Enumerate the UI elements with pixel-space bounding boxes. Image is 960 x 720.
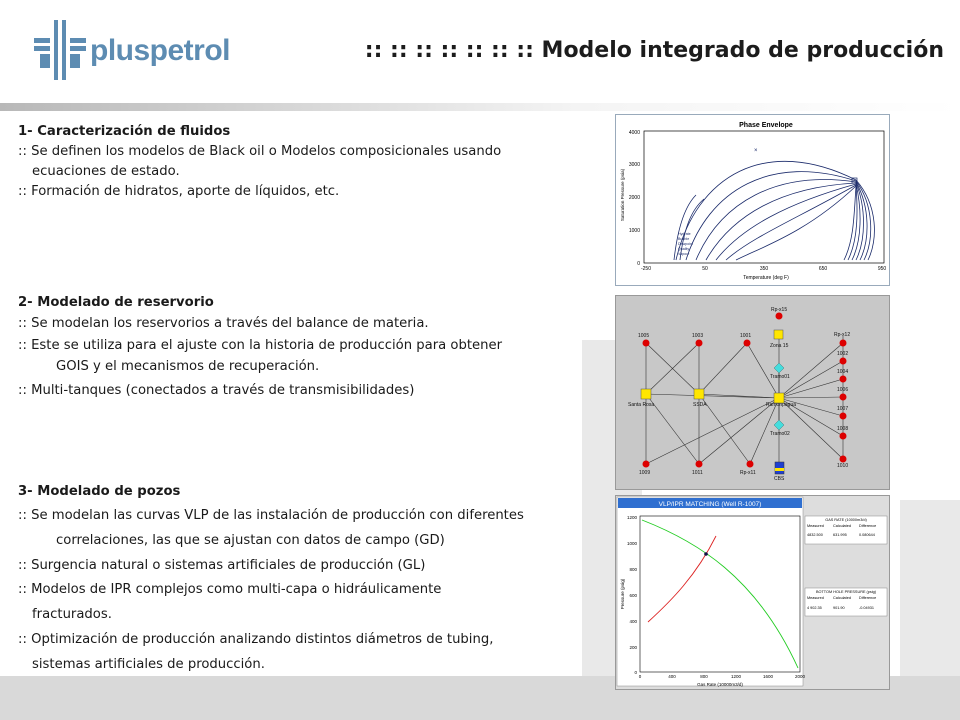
pluspetrol-logo-icon — [34, 20, 88, 80]
bullet-line: :: Este se utiliza para el ajuste con la historia de producción para obtener — [18, 337, 503, 353]
section-well-modeling — [18, 482, 598, 678]
header-divider — [0, 103, 960, 111]
x-tick: 2000 — [794, 674, 806, 679]
legend-entry: Hydrate — [678, 232, 691, 236]
well-node — [643, 461, 650, 468]
well-node — [840, 433, 847, 440]
x-tick: 800 — [700, 674, 708, 679]
node-label: Ramonpagua — [766, 402, 797, 408]
logo-text: pluspetrol — [90, 34, 231, 67]
node-label: 1011 — [692, 470, 703, 476]
node-label: 1002 — [837, 351, 849, 357]
panel-value: 901.90 — [833, 606, 845, 610]
bullet-line: :: Optimización de producción analizando distintos diámetros de tubing, — [18, 631, 494, 647]
node-label: 1007 — [837, 406, 849, 412]
phase-envelope-figure — [615, 114, 890, 286]
bullet-line: :: Se modelan los reservorios a través del balance de materia. — [18, 316, 429, 331]
panel-header: Measured — [807, 524, 824, 528]
y-tick: 1200 — [626, 515, 637, 520]
y-tick: 800 — [629, 567, 637, 572]
svg-text:×: × — [754, 148, 758, 154]
panel-header: Difference — [859, 596, 877, 600]
section-fluid-characterization — [18, 122, 598, 202]
y-tick: 4000 — [628, 130, 640, 136]
legend-entry: Quality — [678, 247, 690, 251]
y-tick: 200 — [629, 645, 637, 650]
zone-tank-node — [774, 330, 783, 339]
node-label: Rp-x12 — [834, 332, 851, 338]
panel-value: -0.04931 — [859, 606, 874, 610]
x-tick: 950 — [877, 266, 887, 272]
x-tick: -250 — [640, 266, 652, 272]
bullet-line: :: Formación de hidratos, aporte de líquidos, etc. — [18, 184, 340, 199]
y-axis-label: Pressure (psig) — [620, 578, 625, 610]
node-label: 1005 — [638, 333, 650, 339]
well-node — [840, 340, 847, 347]
y-tick: 2000 — [628, 195, 640, 201]
node-label: 1009 — [639, 470, 651, 476]
panel-value: 631.995 — [833, 533, 847, 537]
x-tick: 400 — [668, 674, 676, 679]
bullet-line: sistemas artificiales de producción. — [32, 656, 265, 672]
panel-header: Difference — [859, 524, 877, 528]
bullet-line: correlaciones, las que se ajustan con datos de campo (GD) — [56, 532, 445, 548]
node-label: 1008 — [837, 426, 849, 432]
section-heading: 2- Modelado de reservorio — [18, 295, 214, 310]
well-node — [744, 340, 751, 347]
x-tick: 1200 — [730, 674, 742, 679]
node-label: 1003 — [692, 333, 704, 339]
panel-title: GAS RATE (10000m3/d) — [825, 518, 867, 522]
panel-header: Calculated — [833, 524, 851, 528]
x-tick: 0 — [638, 674, 642, 679]
node-label: Zona 15 — [770, 343, 789, 349]
x-tick: 350 — [759, 266, 769, 272]
tank-node — [694, 389, 704, 399]
network-links — [646, 334, 843, 466]
panel-value: 4 902.35 — [807, 606, 822, 610]
node-label: Santa Rosa — [628, 402, 655, 408]
y-tick: 1000 — [626, 541, 637, 546]
node-label: Tramo01 — [770, 374, 790, 380]
bullet-line: GOIS y el mecanismos de recuperación. — [56, 359, 320, 374]
legend — [678, 232, 693, 256]
node-label: 1001 — [740, 333, 752, 339]
chart-title: VLP/IPR MATCHING (Well R-1007) — [658, 501, 762, 508]
node-label: 1006 — [837, 387, 849, 393]
page-title: :: :: :: :: :: :: :: Modelo integrado de producción — [364, 38, 944, 63]
node-label: CBS — [774, 476, 785, 482]
panel-value: 4832.500 — [807, 533, 823, 537]
well-node — [747, 461, 754, 468]
x-tick: 650 — [818, 266, 828, 272]
x-axis-label: Temperature (deg F) — [743, 275, 789, 281]
node-label: Rp-x11 — [740, 470, 756, 476]
section-heading: 1- Caracterización de fluidos — [18, 124, 231, 139]
x-tick: 50 — [702, 266, 708, 272]
well-node — [840, 456, 847, 463]
tank-node — [641, 389, 651, 399]
bullet-line: ecuaciones de estado. — [32, 164, 180, 179]
operating-point — [704, 552, 708, 556]
panel-header: Calculated — [833, 596, 851, 600]
well-node — [840, 413, 847, 420]
well-node — [840, 358, 847, 365]
y-tick: 400 — [629, 619, 637, 624]
bullet-line: :: Multi-tanques (conectados a través de transmisibilidades) — [18, 382, 415, 398]
well-node — [840, 376, 847, 383]
node-label: SSDA — [693, 402, 707, 408]
phase-envelope-curves — [674, 161, 874, 260]
reservoir-network-figure — [615, 295, 890, 490]
x-tick: 1600 — [762, 674, 774, 679]
vlp-ipr-figure — [615, 495, 890, 690]
legend-entry: Vapour — [678, 252, 690, 256]
junction-node — [774, 363, 784, 373]
y-tick: 0 — [637, 261, 640, 267]
junction-node — [774, 420, 784, 430]
well-node — [643, 340, 650, 347]
legend-entry: Dewpoint — [678, 242, 693, 246]
legend-entry: Bubble — [678, 237, 690, 241]
slide-header — [0, 0, 960, 103]
background-decoration — [900, 500, 960, 676]
bullet-line: :: Se modelan las curvas VLP de las instalación de producción con diferentes — [18, 508, 524, 523]
panel-header: Measured — [807, 596, 824, 600]
node-label: Tramo02 — [770, 431, 790, 437]
panel-title: BOTTOM HOLE PRESSURE (psig) — [815, 590, 877, 594]
well-node — [696, 461, 703, 468]
node-label: 1004 — [837, 369, 849, 375]
bullet-line: :: Surgencia natural o sistemas artificiales de producción (GL) — [18, 557, 426, 573]
panel-value: 0.080644 — [859, 533, 875, 537]
bullet-line: :: Se definen los modelos de Black oil o Modelos composicionales usando — [18, 144, 502, 159]
bullet-line: :: Modelos de IPR complejos como multi-capa o hidráulicamente — [18, 582, 442, 598]
node-label: 1010 — [837, 463, 849, 469]
y-tick: 1000 — [628, 228, 640, 234]
well-node — [776, 313, 783, 320]
section-reservoir-modeling — [18, 293, 598, 401]
y-tick: 0 — [634, 670, 637, 675]
well-node — [840, 394, 847, 401]
x-axis-label: Gas Rate (10000m3/d) — [697, 682, 743, 687]
well-node — [696, 340, 703, 347]
bullet-line: fracturados. — [32, 607, 112, 623]
y-tick: 600 — [629, 593, 637, 598]
chart-title: Phase Envelope — [739, 122, 793, 129]
y-axis-label: Saturation Pressure (psia) — [620, 168, 625, 222]
section-heading: 3- Modelado de pozos — [18, 484, 181, 499]
node-label: Rp-x15 — [771, 307, 788, 313]
y-tick: 3000 — [628, 162, 640, 168]
